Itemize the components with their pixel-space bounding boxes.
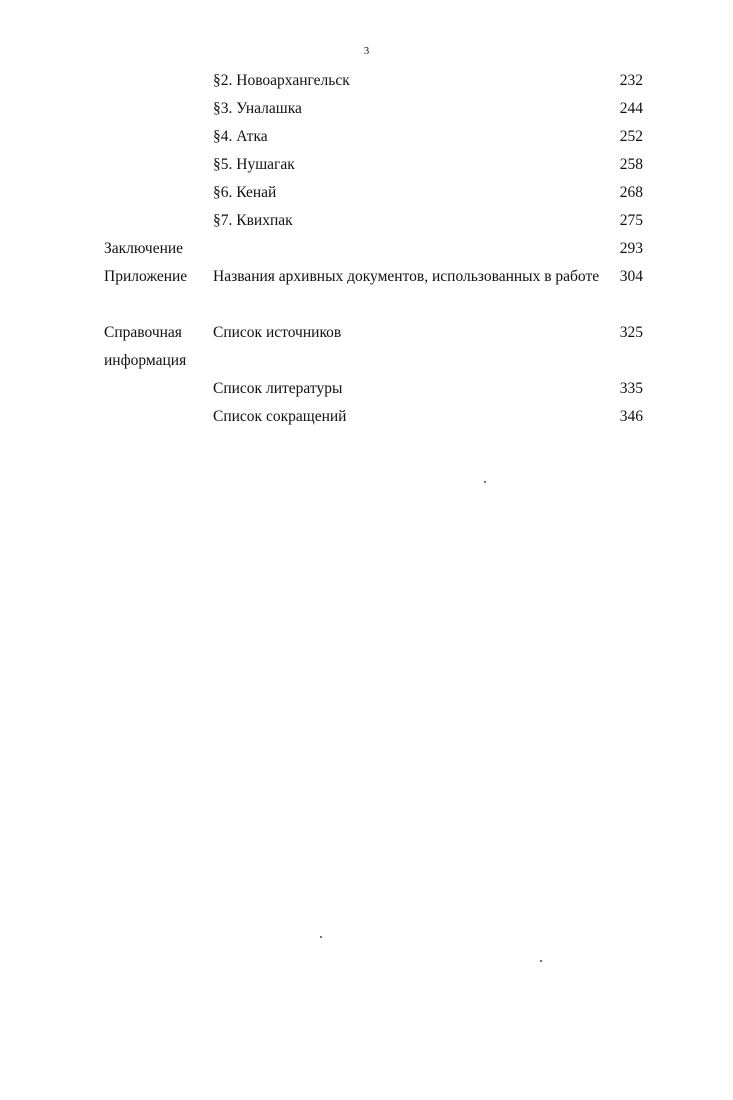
- toc-page-number: 252: [619, 128, 643, 145]
- toc-row: [0, 151, 733, 179]
- toc-entry-title: §5. Нушагак: [213, 156, 295, 173]
- toc-row: [0, 375, 733, 403]
- toc-row: [0, 403, 733, 431]
- toc-entry-title: Названия архивных документов, использованных в работе: [213, 268, 600, 285]
- toc-entry-title: Список литературы: [213, 380, 343, 397]
- toc-row: [0, 179, 733, 207]
- toc-row: [0, 123, 733, 151]
- toc-page-number: 232: [619, 72, 643, 89]
- toc-page-number: 258: [619, 156, 643, 173]
- toc-row: [0, 67, 733, 95]
- scan-speck: [320, 936, 322, 938]
- toc-entry-title: §6. Кенай: [213, 184, 277, 201]
- scan-speck: [540, 960, 542, 962]
- toc-entry-title: §7. Квихпак: [213, 212, 293, 229]
- toc-page-number: 275: [619, 212, 643, 229]
- toc-row: [0, 207, 733, 235]
- toc-entry-title: Список сокращений: [213, 408, 347, 425]
- toc-row: [0, 319, 733, 375]
- toc-section-label: Заключение: [104, 240, 184, 257]
- toc-row: [0, 235, 733, 263]
- toc-entry-title: §2. Новоархангельск: [213, 72, 350, 89]
- page-number: 3: [363, 45, 370, 57]
- table-of-contents: [0, 67, 733, 431]
- toc-row: [0, 95, 733, 123]
- toc-page-number: 346: [619, 408, 643, 425]
- toc-entry-title: §4. Атка: [213, 128, 268, 145]
- toc-section-label: Приложение: [104, 268, 188, 285]
- toc-page-number: 335: [619, 380, 643, 397]
- toc-page-number: 268: [619, 184, 643, 201]
- toc-page-number: 244: [619, 100, 643, 117]
- scan-speck: [484, 481, 486, 483]
- toc-section-label: Справочная информация: [104, 324, 187, 369]
- toc-page-number: 293: [619, 240, 643, 257]
- toc-page-number: 325: [619, 324, 643, 341]
- toc-entry-title: Список источников: [213, 324, 342, 341]
- toc-row: [0, 263, 733, 319]
- toc-page-number: 304: [619, 268, 643, 285]
- toc-entry-title: §3. Уналашка: [213, 100, 302, 117]
